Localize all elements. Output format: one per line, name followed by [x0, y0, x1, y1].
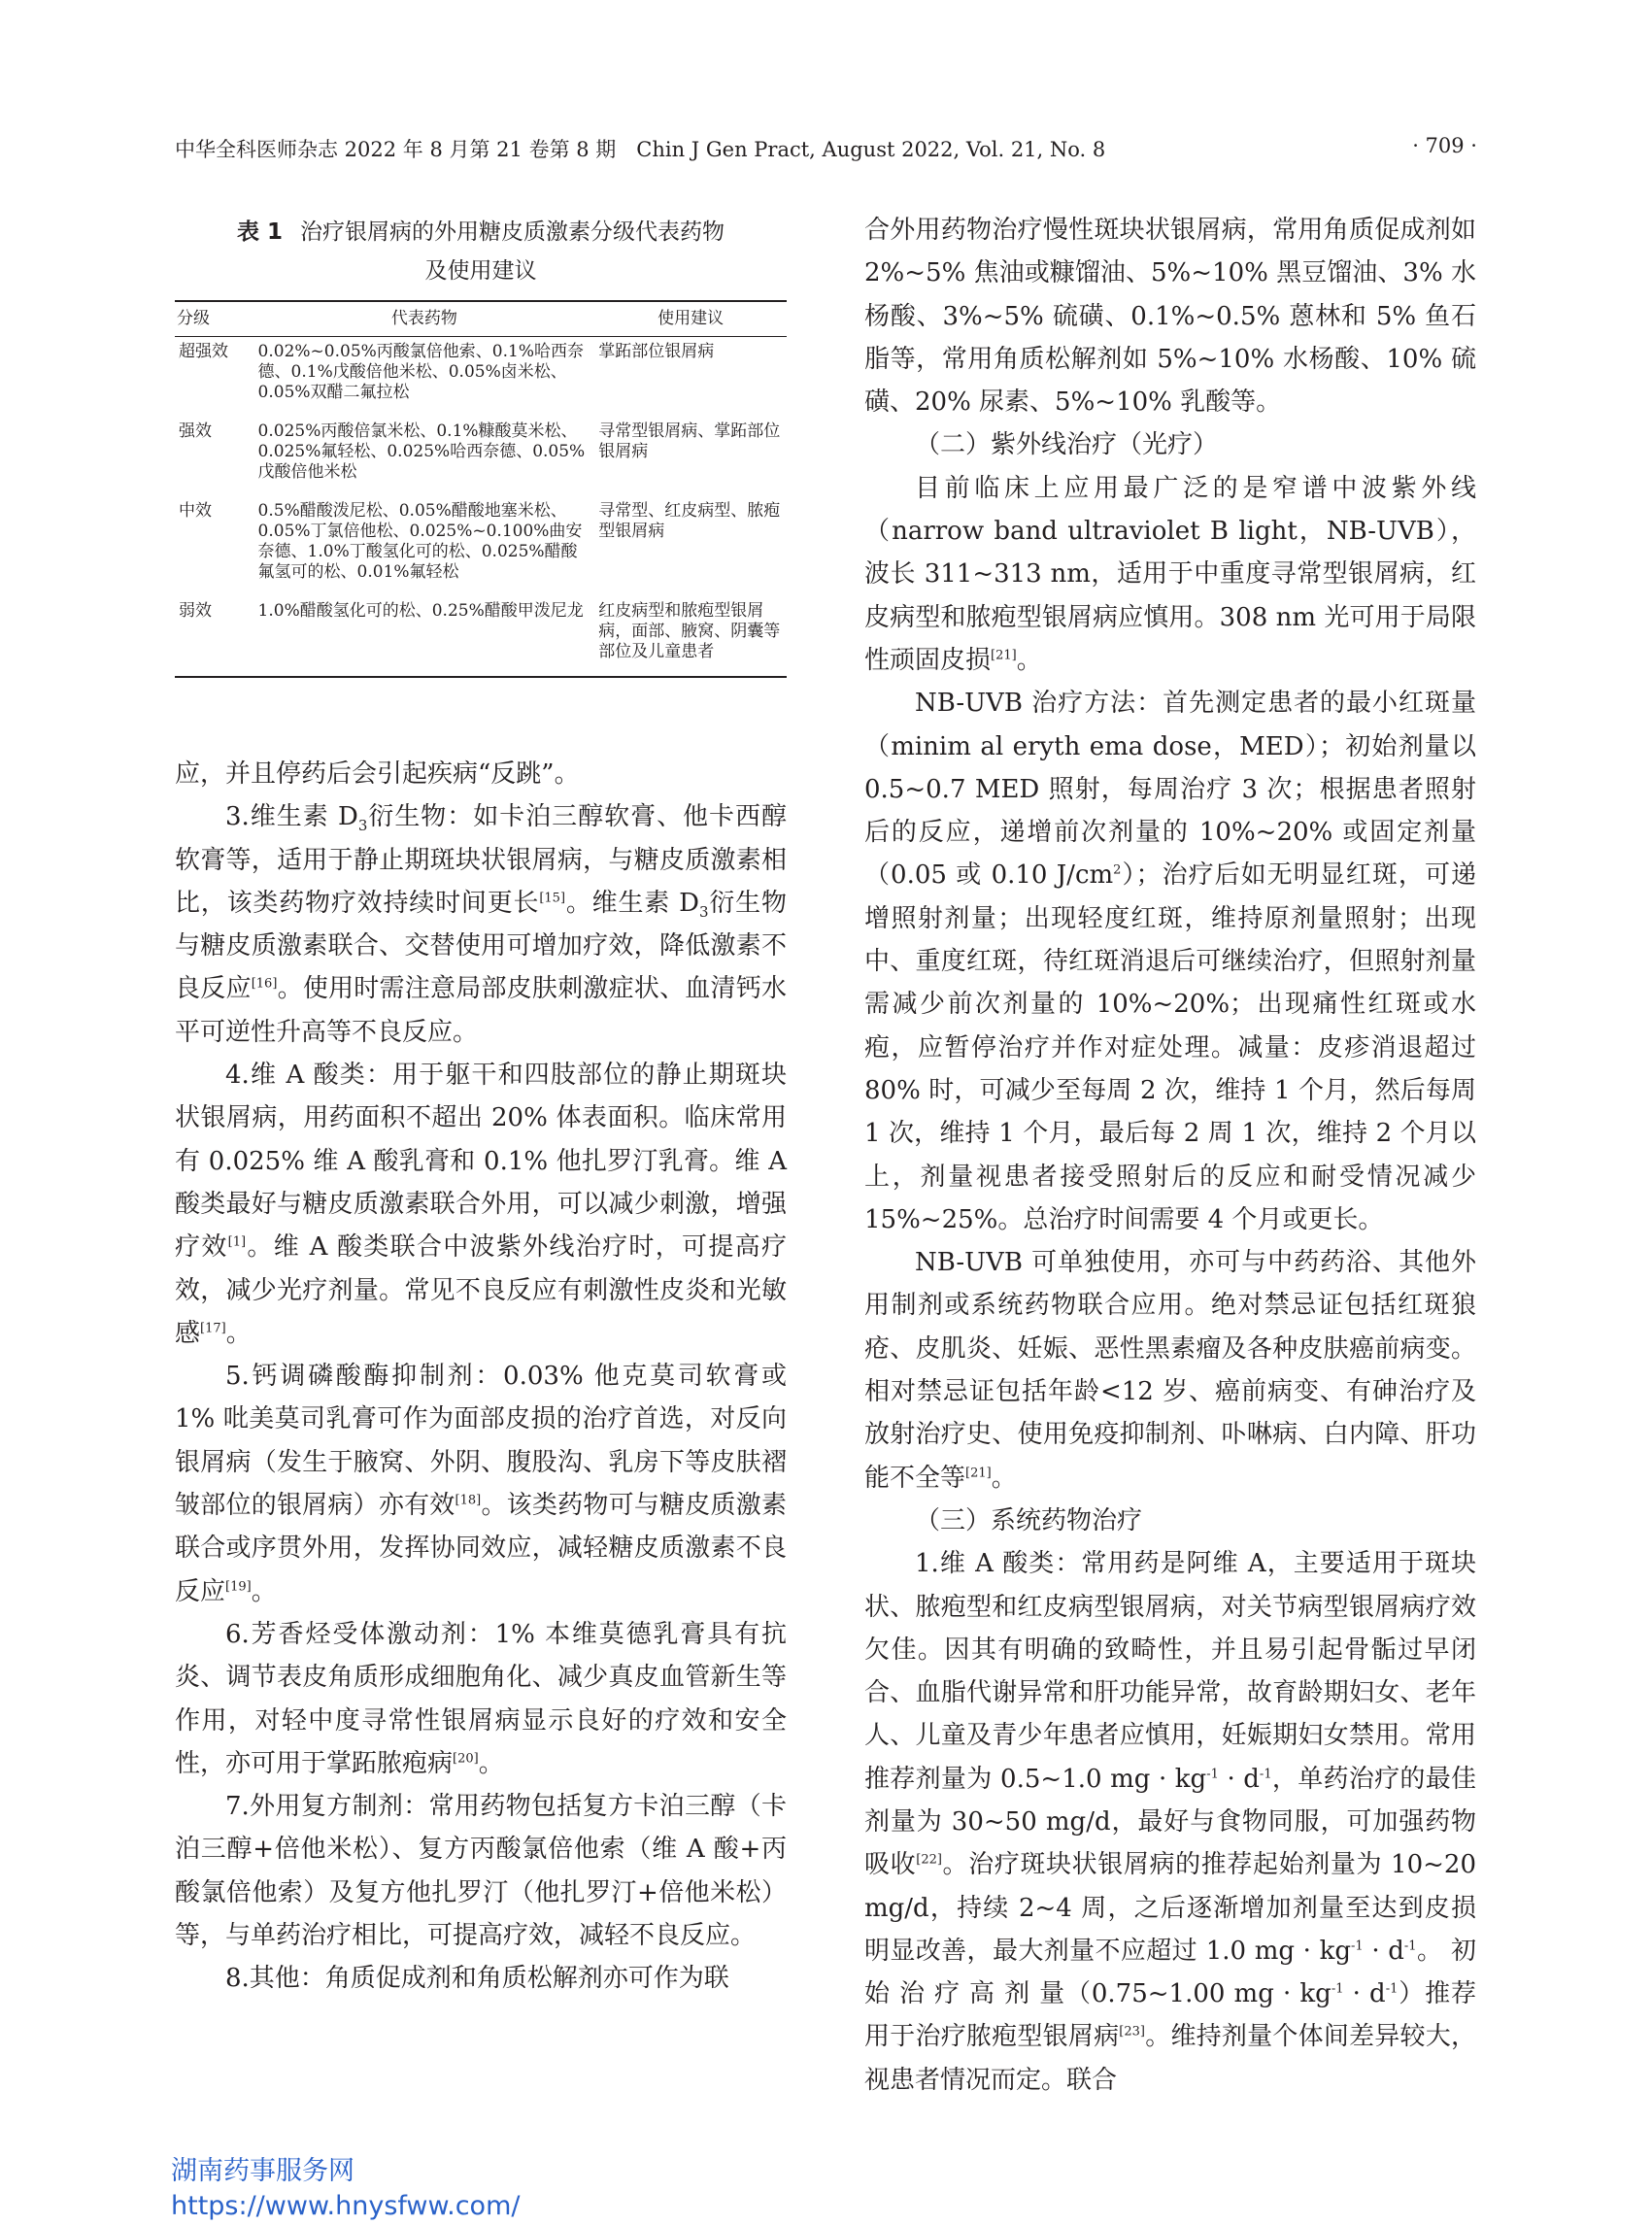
paragraph-vitamin-d3: 3.维生素 $D_3$衍生物：如卡泊三醇软膏、他卡西醇软膏等，适用于静止期斑块状银屑病，与糖皮质激素相比，该类药物疗效持续时间更长[15]。维生素 $D_3$衍生物与糖皮质激素联合、交替使用可增加疗效，降低激素不良反应[16]。使用时需注意局部皮肤刺激症状、血清钙水平可逆性升高等不良反应。 [175, 802, 787, 1047]
running-header [175, 134, 1477, 173]
cell-grade: 弱效 [175, 596, 254, 677]
table-caption [175, 209, 787, 290]
column-header-drugs: 代表药物 [254, 301, 595, 337]
right-column [864, 209, 1476, 2102]
paragraph: 合外用药物治疗慢性斑块状银屑病，常用角质促成剂如 2%~5% 焦油或糠馏油、5%~10% 黑豆馏油、3% 水杨酸、3%~5% 硫磺、0.1%~0.5% 蒽林和 5% 鱼石脂等，常用角质松解剂如 5%~10% 水杨酸、10% 硫磺、20% 尿素、5%~10% 乳酸等。 [864, 216, 1476, 418]
citation-ref: [21] [991, 648, 1017, 663]
column-header-grade: 分级 [175, 301, 254, 337]
paragraph: 应，并且停药后会引起疾病“反跳”。 [175, 759, 580, 789]
page-number: · 709 · [1412, 134, 1477, 157]
paragraph-nb-uvb-method: NB-UVB 治疗方法：首先测定患者的最小红斑量（minim al eryth ema dose，MED）；初始剂量以 0.5~0.7 MED 照射，每周治疗 3 次；根据患者照射后的反应，递增前次剂量的 10%~20% 或固定剂量（0.05 或 0.10 $J/cm^2$）；治疗后如无明显红斑，可递增照射剂量；出现轻度红斑，维持原剂量照射；出现中、重度红斑，待红斑消退后可继续治疗，但照射剂量需减少前次剂量的 10%~20%；出现痛性红斑或水疱，应暂停治疗并作对症处理。减量：皮疹消退超过 80% 时，可减少至每周 2 次，维持 1 个月，然后每周 1 次，维持 1 个月，最后每 2 周 1 次，维持 2 个月以上，剂量视患者接受照射后的反应和耐受情况减少 15%~25%。总治疗时间需要 4 个月或更长。 [864, 689, 1476, 1234]
table-title-line2: 及使用建议 [424, 258, 537, 284]
citation-ref: [19] [225, 1578, 252, 1594]
steroid-table [175, 300, 787, 678]
table-header-row [175, 301, 787, 337]
citation-ref: [21] [965, 1465, 992, 1480]
section-heading-systemic: （三）系统药物治疗 [915, 1505, 1143, 1535]
table-row [175, 337, 787, 418]
cell-drugs: 1.0%醋酸氢化可的松、0.25%醋酸甲泼尼龙 [254, 596, 595, 677]
citation-ref: [22] [916, 1852, 942, 1868]
paragraph-retinoids: 4.维 A 酸类：用于躯干和四肢部位的静止期斑块状银屑病，用药面积不超出 20% 体表面积。临床常用有 0.025% 维 A 酸乳膏和 0.1% 他扎罗汀乳膏。维 A 酸类最好与糖皮质激素联合外用，可以减少刺激，增强疗效[1]。维 A 酸类联合中波紫外线治疗时，可提高疗效，减少光疗剂量。常见不良反应有刺激性皮炎和光敏感[17]。 [175, 1061, 787, 1348]
citation-ref: [17] [200, 1321, 226, 1336]
paragraph-nb-uvb: 目前临床上应用最广泛的是窄谱中波紫外线（narrow band ultraviolet B light，NB-UVB），波长 311~313 nm，适用于中重度寻常型银屑病，红皮病型和脓疱型银屑病应慎用。308 nm 光可用于局限性顽固皮损[21]。 [864, 473, 1476, 675]
cell-advice: 红皮病型和脓疱型银屑病，面部、腋窝、阴囊等部位及儿童患者 [594, 596, 787, 677]
footer-site-url[interactable]: https://www.hnysfww.com/ [171, 2191, 521, 2221]
citation-ref: [20] [453, 1751, 479, 1767]
cell-drugs: 0.5%醋酸泼尼松、0.05%醋酸地塞米松、0.05%丁氯倍他松、0.025%~0.100%曲安奈德、1.0%丁酸氢化可的松、0.025%醋酸氟氢可的松、0.01%氟轻松 [257, 501, 583, 582]
left-column [175, 209, 787, 2001]
citation-ref: [16] [251, 976, 278, 992]
citation-ref: [1] [227, 1234, 247, 1250]
cell-grade: 中效 [179, 501, 212, 521]
paragraph-other: 8.其他：角质促成剂和角质松解剂亦可作为联 [225, 1964, 729, 1994]
table-label: 表 1 [236, 219, 283, 245]
paragraph-acitretin: 1.维 A 酸类：常用药是阿维 A，主要适用于斑块状、脓疱型和红皮病型银屑病，对关节病型银屑病疗效欠佳。因其有明确的致畸性，并且易引起骨骺过早闭合、血脂代谢异常和肝功能异常，故育龄期妇女、老年人、儿童及青少年患者应慎用，妊娠期妇女禁用。常用推荐剂量为 0.5~1.0 mg · $kg^{-1} \cdot d^{-1}$，单药治疗的最佳剂量为 30~50 mg/d，最好与食物同服，可加强药物吸收[22]。治疗斑块状银屑病的推荐起始剂量为 10~20 mg/d，持续 2~4 周，之后逐渐增加剂量至达到皮损明显改善，最大剂量不应超过 1.0 mg · $kg^{-1} \cdot d^{-1}$。 初 始 治 疗 高 剂 量（0.75~1.00 mg · $kg^{-1} \cdot d^{-1}$）推荐用于治疗脓疱型银屑病[23]。维持剂量个体间差异较大，视患者情况而定。联合 [864, 1549, 1476, 2095]
right-body-text [864, 209, 1476, 2102]
citation-ref: [15] [539, 891, 566, 906]
table-row [175, 417, 787, 496]
table-1 [175, 209, 787, 753]
table-title-line1: 治疗银屑病的外用糖皮质激素分级代表药物 [300, 219, 725, 245]
cell-advice: 掌跖部位银屑病 [598, 342, 715, 361]
paragraph-contraindications: NB-UVB 可单独使用，亦可与中药药浴、其他外用制剂或系统药物联合应用。绝对禁忌证包括红斑狼疮、皮肌炎、妊娠、恶性黑素瘤及各种皮肤癌前病变。相对禁忌证包括年龄<12 岁、癌前病变、有砷治疗及放射治疗史、使用免疫抑制剂、卟啉病、白内障、肝功能不全等[21]。 [864, 1248, 1476, 1493]
section-heading-phototherapy: （二）紫外线治疗（光疗） [915, 430, 1219, 460]
cell-advice: 寻常型、红皮病型、脓疱型银屑病 [598, 501, 781, 541]
cell-grade: 强效 [179, 421, 212, 441]
cell-advice: 寻常型银屑病、掌跖部位银屑病 [598, 421, 781, 461]
paragraph-ahr-agonist: 6.芳香烃受体激动剂：1% 本维莫德乳膏具有抗炎、调节表皮角质形成细胞角化、减少真皮血管新生等作用，对轻中度寻常性银屑病显示良好的疗效和安全性，亦可用于掌跖脓疱病[20]。 [175, 1619, 787, 1778]
watermark-footer [171, 2154, 520, 2224]
paragraph-calcineurin: 5.钙调磷酸酶抑制剂：0.03% 他克莫司软膏或 1% 吡美莫司乳膏可作为面部皮损的治疗首选，对反向银屑病（发生于腋窝、外阴、腹股沟、乳房下等皮肤褶皱部位的银屑病）亦有效[18]。该类药物可与糖皮质激素联合或序贯外用，发挥协同效应，减轻糖皮质激素不良反应[19]。 [175, 1362, 787, 1606]
cell-drugs: 0.02%~0.05%丙酸氯倍他索、0.1%哈西奈德、0.1%戊酸倍他米松、0.05%卤米松、0.05%双醋二氟拉松 [257, 342, 584, 402]
table-row [175, 496, 787, 596]
table-row [175, 596, 787, 677]
paragraph-compound: 7.外用复方制剂：常用药物包括复方卡泊三醇（卡泊三醇+倍他米松）、复方丙酸氯倍他索（维 A 酸+丙酸氯倍他索）及复方他扎罗汀（他扎罗汀+倍他米松）等，与单药治疗相比，可提高疗效，减轻不良反应。 [175, 1792, 787, 1951]
citation-ref: [23] [1119, 2024, 1145, 2040]
footer-site-name: 湖南药事服务网 [171, 2156, 354, 2186]
left-body-text [175, 753, 787, 2001]
cell-grade: 超强效 [179, 342, 228, 361]
column-header-advice: 使用建议 [594, 301, 787, 337]
citation-ref: [18] [455, 1493, 482, 1508]
cell-drugs: 0.025%丙酸倍氯米松、0.1%糠酸莫米松、0.025%氟轻松、0.025%哈西奈德、0.05%戊酸倍他米松 [257, 421, 586, 482]
journal-citation: 中华全科医师杂志 2022 年 8 月第 21 卷第 8 期 Chin J Gen Pract, August 2022, Vol. 21, No. 8 [175, 138, 1106, 161]
